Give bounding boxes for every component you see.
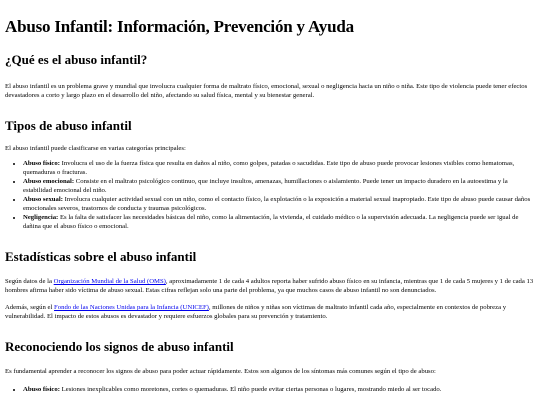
list-item-term: Abuso físico: [23,160,60,167]
paragraph-what: El abuso infantil es un problema grave y mundial que involucra cualquier forma de maltrato físico, emocional, sexual o negligencia hacia un niño o niña. Este tipo de violencia puede tener efectos devastadores a corto y largo plazo en el desarrollo del niño, afectando su salud física, mental y su bienestar general. [5,83,528,99]
section-types [5,118,535,231]
text-fragment: Según datos de la [5,278,54,285]
text-fragment: Además, según el [5,304,55,311]
list-item-term: Negligencia: [23,214,59,221]
list-item [23,213,535,231]
list-item-term: Abuso emocional: [23,178,75,185]
list-item-desc: Involucra el uso de la fuerza física que resulta en daños al niño, como golpes, patadas o sacudidas. Este tipo de abuso puede provocar lesiones visibles como hematomas, quemaduras o fracturas. [23,160,515,176]
list-item-desc: Consiste en el maltrato psicológico continuo, que incluye insultos, amenazas, humillaciones o aislamiento. Puede tener un impacto duradero en la autoestima y la estabilidad emocional del niño. [23,178,508,194]
heading-signs: Reconociendo los signos de abuso infantil [5,339,234,354]
heading-types: Tipos de abuso infantil [5,118,132,133]
list-item [23,177,535,195]
oms-link[interactable]: Organización Mundial de la Salud (OMS) [53,278,166,285]
paragraph-stats-2 [5,303,535,321]
paragraph-signs-intro: Es fundamental aprender a reconocer los signos de abuso para poder actuar rápidamente. Estos son algunos de los síntomas más comunes según el tipo de abuso: [5,368,436,375]
list-item-desc: Involucra cualquier actividad sexual con un niño, como el contacto físico, la explotación o la exposición a material sexual inapropiado. Este tipo de abuso puede causar daños emocionales severos, trastornos de conducta y traumas psicológicos. [23,196,531,212]
section-signs [5,339,535,394]
section-stats [5,249,535,321]
heading-what: ¿Qué es el abuso infantil? [5,52,148,67]
list-item [23,195,535,213]
list-item-term: Abuso físico: [23,386,60,393]
text-fragment: , aproximadamente 1 de cada 4 adultos reporta haber sufrido abuso físico en su infancia, mientras que 1 de cada 5 mujeres y 1 de cada 13 hombres afirma haber sido víctima de abuso sexual. Estas cifras reflejan solo una parte del problema, ya que muchos casos de abuso infantil no son denunciados. [5,278,534,294]
page-title: Abuso Infantil: Información, Prevención y Ayuda [5,17,354,36]
list-item-term: Abuso sexual: [23,196,63,203]
heading-stats: Estadísticas sobre el abuso infantil [5,249,197,264]
list-item [23,385,535,394]
text-fragment: , millones de niños y niñas son víctimas de maltrato infantil cada año, especialmente en contextos de pobreza y vulnerabilidad. El impacto de estos abusos es devastador y requiere esfuerzos globales para su prevención y tratamiento. [5,304,507,320]
list-item [23,159,535,177]
paragraph-stats-1 [5,277,535,295]
list-item-desc: Es la falta de satisfacer las necesidades básicas del niño, como la alimentación, la vivienda, el cuidado médico o la supervisión adecuada. La negligencia puede ser igual de dañina que el abuso físico o emocional. [23,214,519,230]
paragraph-types-intro: El abuso infantil puede clasificarse en varias categorías principales: [5,145,186,152]
signs-list [5,385,535,394]
list-item-desc: Lesiones inexplicables como moretones, cortes o quemaduras. El niño puede evitar ciertas personas o lugares, mostrando miedo al ser tocado. [59,386,442,393]
types-list [5,159,535,231]
unicef-link[interactable]: Fondo de las Naciones Unidas para la Infancia (UNICEF) [54,304,209,311]
section-what [5,52,535,100]
